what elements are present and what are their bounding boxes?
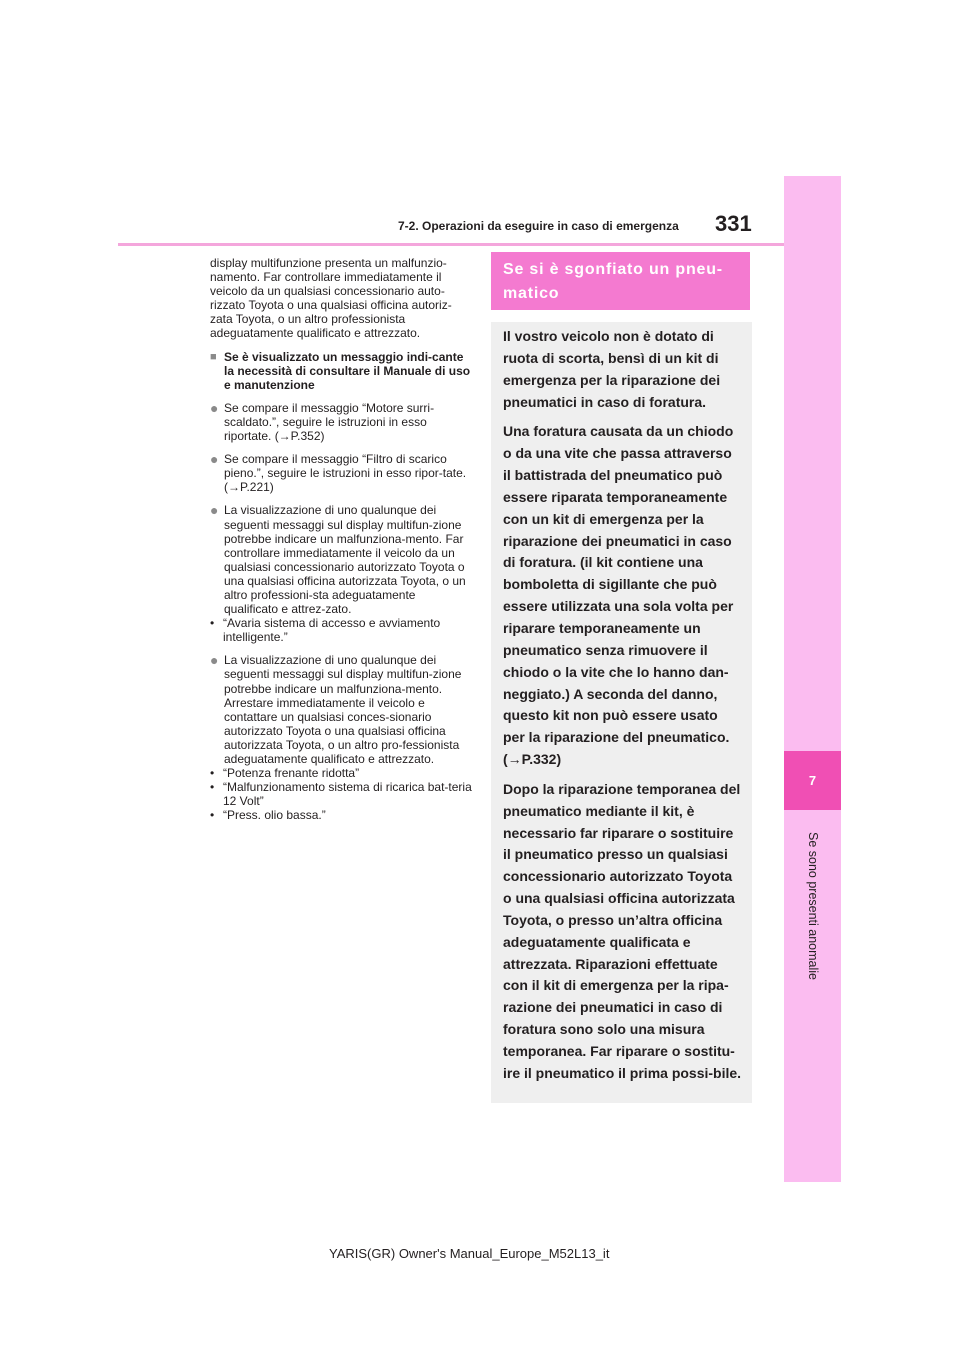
intro-paragraph: display multifunzione presenta un malfunzio-namento. Far controllare immediatamente il veicolo da un qualsiasi concessionario auto-rizzato Toyota o una qualsiasi officina autoriz-zata Toyota, o un altro professionista adeguatamente qualificato e attrezzato.	[210, 256, 452, 341]
sub-list-item-text: “Malfunzionamento sistema di ricarica bat-teria 12 Volt”	[223, 780, 472, 809]
sub-list-item-text: “Press. olio bassa.”	[223, 808, 326, 823]
callout-paragraph: Dopo la riparazione temporanea del pneumatico mediante il kit, è necessario far riparare o sostituire il pneumatico presso un qualsiasi concessionario autorizzato Toyota o una qualsiasi officina autorizzata Toyota, o presso un’altra officina adeguatamente qualificata e attrezzata. Riparazioni effettuate con il kit di emergenza per la ripa-razione dei pneumatici in caso di foratura sono solo una misura temporanea. Far riparare o sostitu-ire il pneumatico il prima possi-bile.	[503, 780, 742, 1081]
list-item-content	[224, 503, 472, 616]
circle-bullet-icon: ●	[210, 502, 219, 519]
subheading-text: Se è visualizzato un messaggio indi-cante la necessità di consultare il Manuale di uso e manutenzione	[224, 349, 471, 392]
chapter-number: 7	[784, 751, 841, 810]
section-title: 7-2. Operazioni da eseguire in caso di emergenza	[398, 219, 679, 233]
sub-list-item	[210, 808, 472, 822]
list-item	[210, 503, 472, 616]
list-item-text: La visualizzazione di uno qualunque dei seguenti messaggi sul display multifun-zione potrebbe indicare un malfunziona-mento. Far controllare immediatamente il veicolo da un qualsiasi concessionario autorizzato Toyota o una qualsiasi officina autorizzata Toyota, o un altro professioni-sta adeguatamente qualificato e attrez-zato.	[224, 503, 466, 617]
footer-text: YARIS(GR) Owner's Manual_Europe_M52L13_it	[329, 1246, 610, 1261]
circle-bullet-icon: ●	[210, 652, 219, 669]
page-number: 331	[715, 211, 752, 236]
chapter-label-text: Se sono presenti anomalie	[805, 831, 820, 981]
circle-bullet-icon: ●	[210, 451, 219, 468]
list-item-content	[224, 653, 472, 766]
sub-list	[210, 766, 472, 822]
sub-list-item-text: “Avaria sistema di accesso e avviamento intelligente.”	[223, 616, 441, 645]
callout-title: Se si è sgonfiato un pneu-matico	[491, 252, 750, 310]
callout-body	[491, 322, 752, 1103]
list-item-text: La visualizzazione di uno qualunque dei seguenti messaggi sul display multifun-zione potrebbe indicare un malfunziona-mento. Arrestare immediatamente il veicolo e contattare un qualsiasi conces-sionario autorizzato Toyota o una qualsiasi officina autorizzata Toyota, o un altro pro-fessionista adeguatamente qualificato e attrezzato.	[224, 653, 462, 766]
list-item-text: Se compare il messaggio “Motore surri-scaldato.”, seguire le istruzioni in esso riportate. (→P.352)	[224, 400, 435, 444]
dot-bullet-icon: •	[210, 780, 215, 795]
dot-bullet-icon: •	[210, 766, 215, 781]
sub-list-item	[210, 780, 472, 808]
dot-bullet-icon: •	[210, 616, 215, 631]
sub-list-item	[210, 766, 472, 780]
left-column	[210, 256, 472, 822]
dot-bullet-icon: •	[210, 808, 215, 823]
list-item-text: Se compare il messaggio “Filtro di scarico pieno.”, seguire le istruzioni in esso ripor-tate. (→P.221)	[224, 452, 467, 495]
subheading	[210, 350, 472, 392]
callout-paragraph: Una foratura causata da un chiodo o da una vite che passa attraverso il battistrada del pneumatico può essere riparata temporaneamente con un kit di emergenza per la riparazione dei pneumatici in caso di foratura. (il kit contiene una bomboletta di sigillante che può essere utilizzata una sola volta per riparare temporaneamente un pneumatico senza rimuovere il chiodo o la vite che lo hanno dan-neggiato.) A seconda del danno, questo kit non può essere usato per la riparazione del pneumatico. (→P.332)	[503, 423, 734, 768]
chapter-side-tab	[784, 176, 841, 1182]
callout-paragraph: Il vostro veicolo non è dotato di ruota di scorta, bensì di un kit di emergenza per la riparazione dei pneumatici in caso di foratura.	[503, 328, 721, 410]
circle-bullet-icon: ●	[210, 399, 219, 416]
sub-list-item	[210, 616, 472, 644]
header-divider	[118, 243, 784, 246]
list-item	[210, 452, 472, 494]
list-item	[210, 401, 472, 443]
square-bullet-icon: ■	[210, 350, 217, 363]
chapter-label	[784, 816, 841, 996]
sub-list-item-text: “Potenza frenante ridotta”	[223, 766, 360, 781]
list-item	[210, 653, 472, 766]
